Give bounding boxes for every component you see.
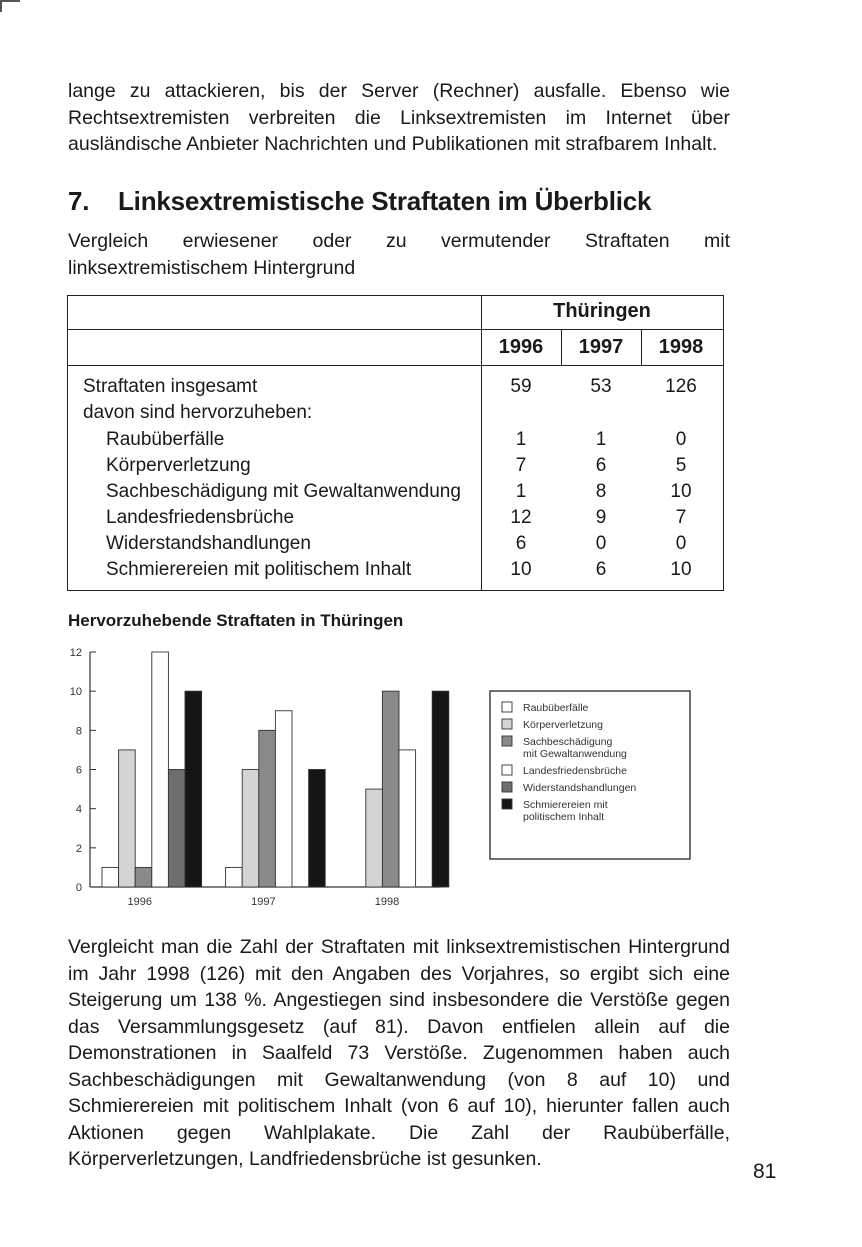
bar — [309, 770, 326, 888]
chart-title: Hervorzuhebende Straftaten in Thüringen — [68, 611, 404, 630]
table-cell: 10 — [670, 481, 692, 502]
table-cell: 1 — [515, 429, 527, 450]
legend-label: Körperverletzung — [523, 719, 603, 731]
section-number: 7. — [68, 186, 90, 216]
x-tick-label: 1998 — [374, 896, 400, 908]
table-year-header: 1996 — [498, 336, 544, 358]
corner-crop-mark — [0, 0, 20, 12]
bar — [168, 770, 185, 888]
legend-swatch — [502, 736, 512, 746]
legend-label: mit Gewaltanwendung — [523, 748, 627, 760]
legend-label: Sachbeschädigung — [523, 736, 613, 748]
y-tick-label: 12 — [69, 647, 82, 659]
table-cell: 12 — [510, 507, 532, 528]
table-cell: 6 — [515, 533, 527, 554]
page-number: 81 — [753, 1160, 777, 1183]
table-cell: 59 — [510, 376, 532, 397]
section-heading — [68, 186, 651, 217]
legend-swatch — [502, 702, 512, 712]
x-tick-label: 1996 — [127, 896, 153, 908]
table-cell: 126 — [665, 376, 697, 397]
table-cell: 10 — [670, 559, 692, 580]
table-cell: 1 — [515, 481, 527, 502]
table-row-label: Schmierereien mit politischem Inhalt — [106, 559, 412, 580]
table-cell: 9 — [595, 507, 607, 528]
bar — [382, 691, 399, 887]
y-tick-label: 6 — [75, 764, 82, 777]
legend-label: Schmierereien mit — [523, 799, 608, 811]
y-tick-label: 0 — [75, 882, 82, 894]
legend-label: Raubüberfälle — [523, 702, 589, 714]
table-cell: 5 — [675, 455, 687, 476]
table-row-label: Widerstandshandlungen — [106, 533, 311, 554]
legend-swatch — [502, 782, 512, 792]
table-cell: 53 — [590, 376, 612, 397]
bar — [185, 691, 202, 887]
y-tick-label: 10 — [69, 686, 82, 699]
bar — [242, 770, 259, 888]
legend-swatch — [502, 799, 512, 809]
table-subheading: davon sind hervorzuheben: — [83, 402, 313, 423]
section-title: Linksextremistische Straftaten im Überblick — [118, 186, 652, 216]
bar-chart — [50, 640, 700, 915]
table-cell: 7 — [515, 455, 527, 476]
bar — [432, 691, 449, 887]
table-total-label: Straftaten insgesamt — [83, 376, 258, 397]
legend-swatch — [502, 765, 512, 775]
table-region-header: Thüringen — [553, 300, 651, 322]
table-cell: 10 — [510, 559, 532, 580]
table-rule — [68, 329, 723, 330]
bar — [259, 730, 276, 887]
offense-table — [67, 295, 724, 591]
bar — [366, 789, 383, 887]
table-cell: 0 — [675, 429, 687, 450]
x-tick-label: 1997 — [251, 896, 276, 908]
bar — [226, 867, 243, 887]
y-tick-label: 4 — [75, 803, 82, 816]
table-cell: 1 — [595, 429, 607, 450]
legend-label: politischem Inhalt — [523, 811, 605, 823]
table-cell: 0 — [595, 533, 607, 554]
y-tick-label: 8 — [75, 725, 82, 738]
bar — [152, 652, 169, 887]
table-year-header: 1997 — [578, 336, 624, 358]
table-cell: 0 — [675, 533, 687, 554]
table-row-label: Sachbeschädigung mit Gewaltanwendung — [106, 481, 461, 502]
table-row-label: Raubüberfälle — [106, 429, 225, 450]
bar — [275, 711, 292, 887]
intro-paragraph: lange zu attackieren, bis der Server (Rechner) ausfalle. Ebenso wie Rechtsextremisten verbreiten die Linksextremisten im Internet über ausländische Anbieter Nachrichten und Publikationen mit strafbarem Inhalt. — [68, 80, 730, 155]
legend-swatch — [502, 719, 512, 729]
bar — [102, 867, 119, 887]
bar — [399, 750, 416, 887]
table-rule — [68, 365, 723, 366]
table-row-label: Körperverletzung — [106, 455, 251, 476]
bar — [135, 867, 152, 887]
legend-label: Widerstandshandlungen — [523, 782, 637, 794]
table-cell: 6 — [595, 455, 607, 476]
bar — [119, 750, 136, 887]
y-tick-label: 2 — [75, 842, 82, 855]
section-subtitle: Vergleich erwiesener oder zu vermutender Straftaten mit linksextremistischem Hintergrund — [68, 230, 730, 279]
table-cell: 7 — [675, 507, 687, 528]
table-cell: 8 — [595, 481, 607, 502]
legend-label: Landesfriedensbrüche — [523, 765, 627, 777]
body-paragraph: Vergleicht man die Zahl der Straftaten mit linksextremistischen Hintergrund im Jahr 1998 (126) mit den Angaben des Vorjahres, so ergibt sich eine Steigerung um 138 %. Angestiegen sind insbesondere die Verstöße gegen das Versammlungsgesetz (auf 81). Davon entfielen allein auf die Demonstrationen in Saalfeld 73 Verstöße. Zugenommen haben auch Sachbeschädigungen mit Gewaltanwendung (von 8 auf 10) und Schmierereien mit politischem Inhalt (von 6 auf 10), hierunter fallen auch Aktionen gegen Wahlplakate. Die Zahl der Raubüberfälle, Körperverletzungen, Landfriedensbrüche ist gesunken. — [68, 936, 730, 1170]
table-row-label: Landesfriedensbrüche — [106, 507, 295, 528]
table-cell: 6 — [595, 559, 607, 580]
table-year-header: 1998 — [658, 336, 704, 358]
